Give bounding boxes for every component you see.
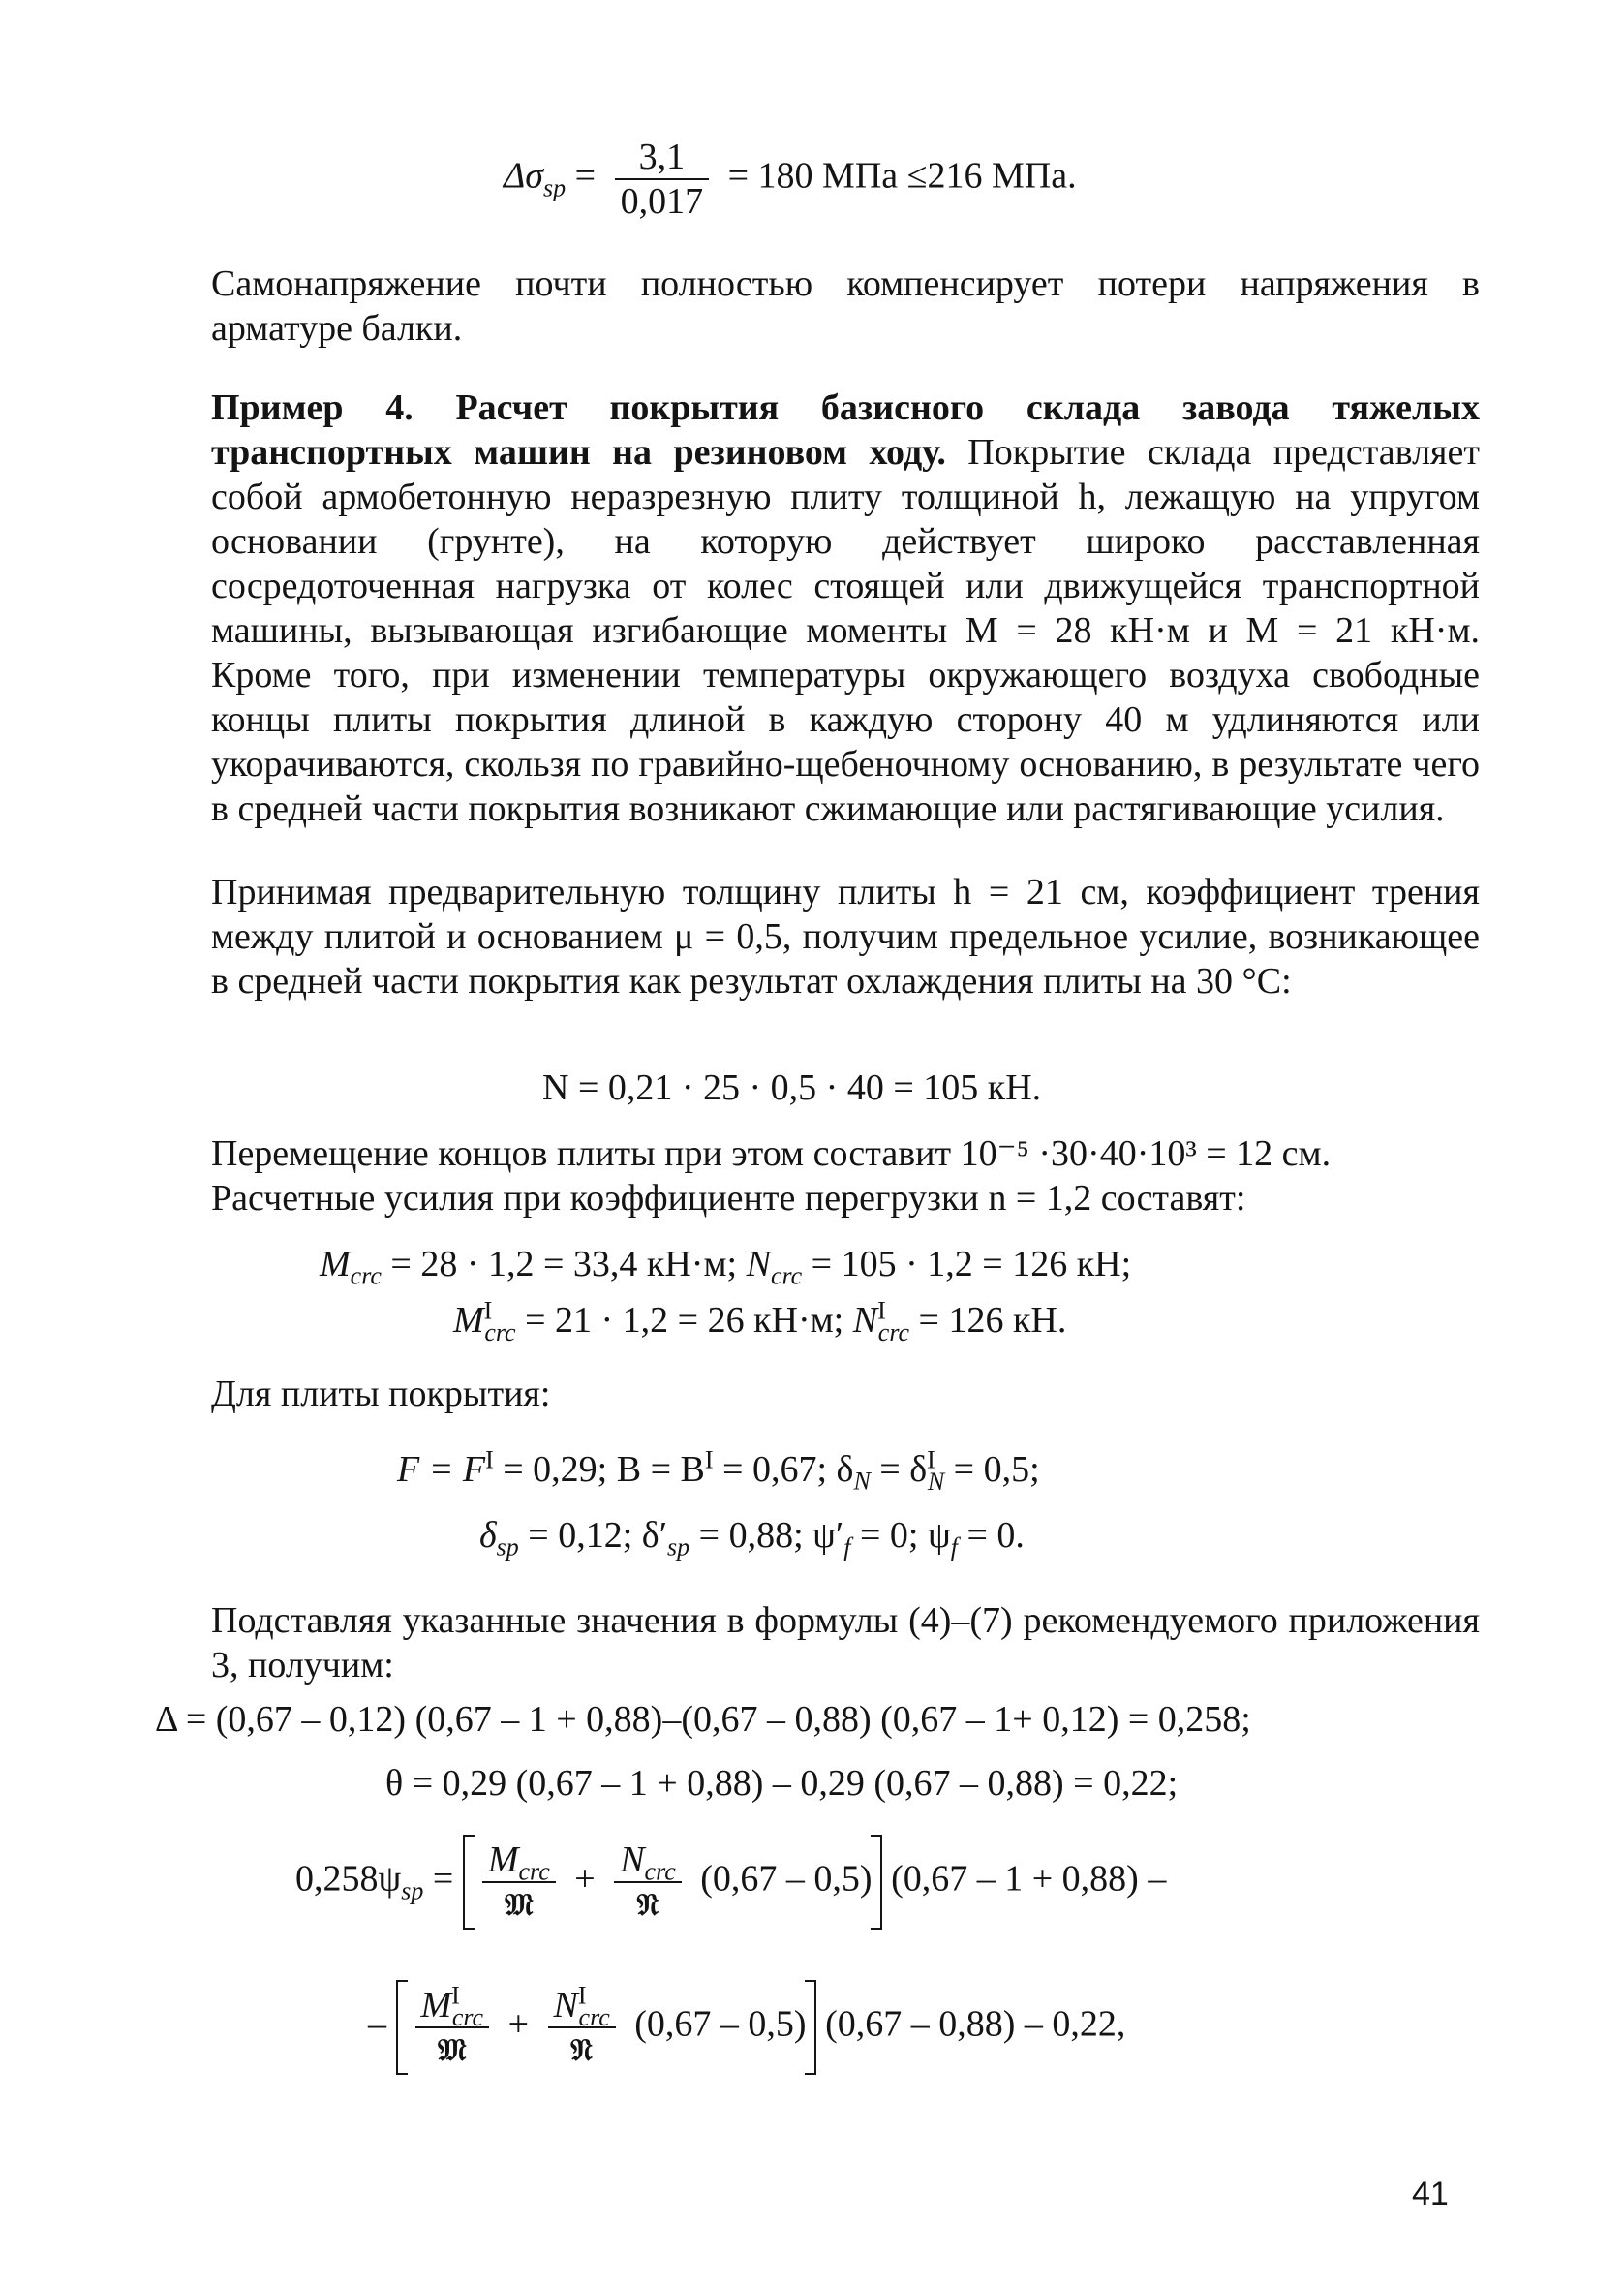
equation-psi-row-2: – $M^I_{crc}$ 𝔐 + $N^I_{crc}$ 𝔑 (0,67 – 0,5) (0,67 – 0,88) – 0,22, — [368, 1984, 1125, 2071]
symbol-fraktur-N: 𝔑 — [636, 1886, 659, 1923]
eq-lhs: Δσ — [504, 155, 544, 197]
eq-lhs-sub: sp — [543, 173, 567, 202]
subscript-f: f — [950, 1532, 958, 1561]
equation-text: (0,67 – 1 + 0,88) – — [891, 1858, 1167, 1900]
paragraph-design-forces — [211, 1176, 1245, 1221]
subscript-crc: crc — [484, 1317, 516, 1346]
subscript-crc: crc — [518, 1857, 550, 1886]
equation-text: = 105 · 1,2 = 126 кН; — [802, 1244, 1132, 1284]
equation-text: 0,258ψ — [295, 1858, 402, 1900]
paragraph-displacement — [211, 1131, 1331, 1176]
page-number: 41 — [1412, 2176, 1449, 2212]
subscript-N: N — [853, 1467, 871, 1496]
paragraph-substituting — [211, 1598, 1480, 1687]
symbol-fraktur-M: 𝔐 — [438, 2031, 467, 2068]
superscript-I: I — [483, 1296, 493, 1325]
equation-text: F = F — [397, 1449, 486, 1490]
symbol-fraktur-M: 𝔐 — [505, 1886, 534, 1923]
equation-text: (0,67 – 0,5) — [700, 1858, 873, 1900]
superscript-I: I — [485, 1445, 494, 1474]
paragraph-text: Перемещение концов плиты при этом составит 10⁻⁵ ·30·40·10³ = 12 см. — [211, 1133, 1332, 1174]
equation-text: (0,67 – 0,88) – 0,22, — [825, 2003, 1126, 2045]
subscript-crc: crc — [350, 1261, 382, 1290]
fraction-denominator: 0,017 — [620, 181, 704, 222]
symbol-fraktur-N: 𝔑 — [570, 2031, 594, 2068]
plus-sign: + — [507, 2003, 529, 2045]
fraction-Ncrc — [614, 1839, 682, 1926]
equation-Mcrc-Ncrc — [320, 1242, 1132, 1290]
subscript-N: N — [927, 1467, 945, 1496]
paragraph-text: Покрытие склада представляет собой армобетонную неразрезную плиту толщиной h, лежащую на упругом основании (грунте), на которую действует широко расставленная сосредоточенная нагрузка от колес стоящей или движущейся транспортной машины, вызывающая изгибающие моменты M = 28 кН·м и M = 21 кН·м. Кроме того, при изменении температуры окружающего воздуха свободные концы плиты покрытия длиной в каждую сторону 40 м удлиняются или укорачиваются, скользя по гравийно-щебеночному основанию, в результате чего в средней части покрытия возникают сжимающие или растягивающие усилия. — [211, 432, 1480, 829]
fraction-MIcrc — [415, 1981, 490, 2071]
symbol-N: N — [746, 1244, 771, 1284]
example-heading: Пример 4. Расчет покрытия базисного склада завода тяжелых транспортных машин на резиновом ходу. — [211, 387, 1480, 473]
equation-text: = 0,29; B = B — [493, 1449, 705, 1490]
symbol-N: N — [620, 1840, 645, 1880]
equation-MIcrc-NIcrc — [453, 1296, 1067, 1346]
equation-text: = 0,5; — [944, 1449, 1040, 1490]
subscript-sp: sp — [401, 1876, 424, 1905]
symbol-delta: δ — [479, 1515, 497, 1556]
symbol-M: M — [487, 1840, 519, 1880]
paragraph-for-slab — [211, 1372, 550, 1416]
paragraph-text: Принимая предварительную толщину плиты h = 21 см, коэффициент трения между плитой и основанием μ = 0,5, получим предельное усилие, возникающее в средней части покрытия как результат охлаждения плиты на 30 °C: — [211, 872, 1480, 1002]
square-bracket-group — [396, 1981, 816, 2071]
superscript-I: I — [704, 1445, 714, 1474]
subscript-f: f — [843, 1532, 851, 1561]
subscript-sp: sp — [667, 1532, 690, 1561]
symbol-N: N — [553, 1985, 578, 2025]
symbol-M: M — [453, 1300, 484, 1341]
subscript-crc: crc — [877, 1317, 910, 1346]
equation-text: = 28 · 1,2 = 33,4 кН·м; — [381, 1244, 747, 1284]
symbol-M: M — [420, 1985, 452, 2025]
subscript-crc: crc — [451, 2002, 484, 2031]
equation-F-B-delta — [397, 1445, 1040, 1496]
square-bracket-group — [463, 1839, 882, 1926]
paragraph-assumptions — [211, 870, 1480, 1004]
equation-Delta — [155, 1697, 1251, 1742]
paragraph-text: Подставляя указанные значения в формулы (4)–(7) рекомендуемого приложения 3, получим: — [211, 1600, 1480, 1685]
paragraph-text: Самонапряжение почти полностью компенсирует потери напряжения в арматуре балки. — [211, 263, 1480, 349]
equation-text: = 21 · 1,2 = 26 кН·м; — [515, 1300, 853, 1341]
superscript-I: I — [451, 1981, 460, 2010]
subscript-sp: sp — [496, 1532, 519, 1561]
paragraph-text: Для плиты покрытия: — [211, 1374, 551, 1414]
equation-text: N = 0,21 · 25 · 0,5 · 40 = 105 кН. — [542, 1067, 1042, 1108]
equation-text: = 0,12; δ′ — [518, 1515, 668, 1556]
plus-sign: + — [574, 1858, 596, 1900]
subscript-crc: crc — [644, 1857, 676, 1886]
fraction-Mcrc — [482, 1839, 556, 1926]
superscript-I: I — [927, 1445, 935, 1474]
equation-N — [542, 1066, 1041, 1110]
symbol-M: M — [320, 1244, 351, 1284]
paragraph-self-stress — [211, 262, 1480, 351]
fraction-NIcrc — [548, 1981, 616, 2071]
eq-fraction — [615, 136, 710, 223]
paragraph-example-4 — [211, 386, 1480, 831]
superscript-I: I — [577, 1981, 587, 2010]
equation-text: = 0,88; ψ′ — [689, 1515, 844, 1556]
equation-text: Δ = (0,67 – 0,12) (0,67 – 1 + 0,88)–(0,67 – 0,88) (0,67 – 1+ 0,12) = 0,258; — [155, 1699, 1251, 1740]
subscript-crc: crc — [770, 1261, 803, 1290]
equation-text: = δ — [870, 1449, 928, 1490]
equation-text: θ = 0,29 (0,67 – 1 + 0,88) – 0,29 (0,67 – 0,88) = 0,22; — [385, 1763, 1179, 1804]
equation-text: = 0. — [957, 1515, 1025, 1556]
equation-text: = 0,67; δ — [713, 1449, 854, 1490]
equation-delta-psi — [479, 1513, 1025, 1561]
equation-psi-row-1: $0,258\psi_{sp}$ = $M_{crc}$ 𝔐 + $N_{crc}$ 𝔑 (0,67 – 0,5) (0,67 – 1 + 0,88) – — [295, 1839, 1166, 1926]
equation-text: (0,67 – 0,5) — [634, 2003, 807, 2045]
superscript-I: I — [877, 1296, 886, 1325]
paragraph-text: Расчетные усилия при коэффициенте перегрузки n = 1,2 составят: — [211, 1178, 1246, 1219]
subscript-crc: crc — [578, 2002, 610, 2031]
fraction-numerator: 3,1 — [615, 136, 710, 180]
equation-text: = 0; ψ — [850, 1515, 951, 1556]
equation-theta — [385, 1761, 1178, 1806]
eq-rhs: = 180 МПа ≤216 МПа. — [727, 155, 1077, 197]
symbol-N: N — [852, 1300, 878, 1341]
equation-text: = 126 кН. — [909, 1300, 1067, 1341]
equation-delta-sigma: $\Delta\sigma_{sp}$ = $\frac{3,1}{0,017}$ = 180 МПа ≤216 МПа. — [504, 137, 1077, 222]
